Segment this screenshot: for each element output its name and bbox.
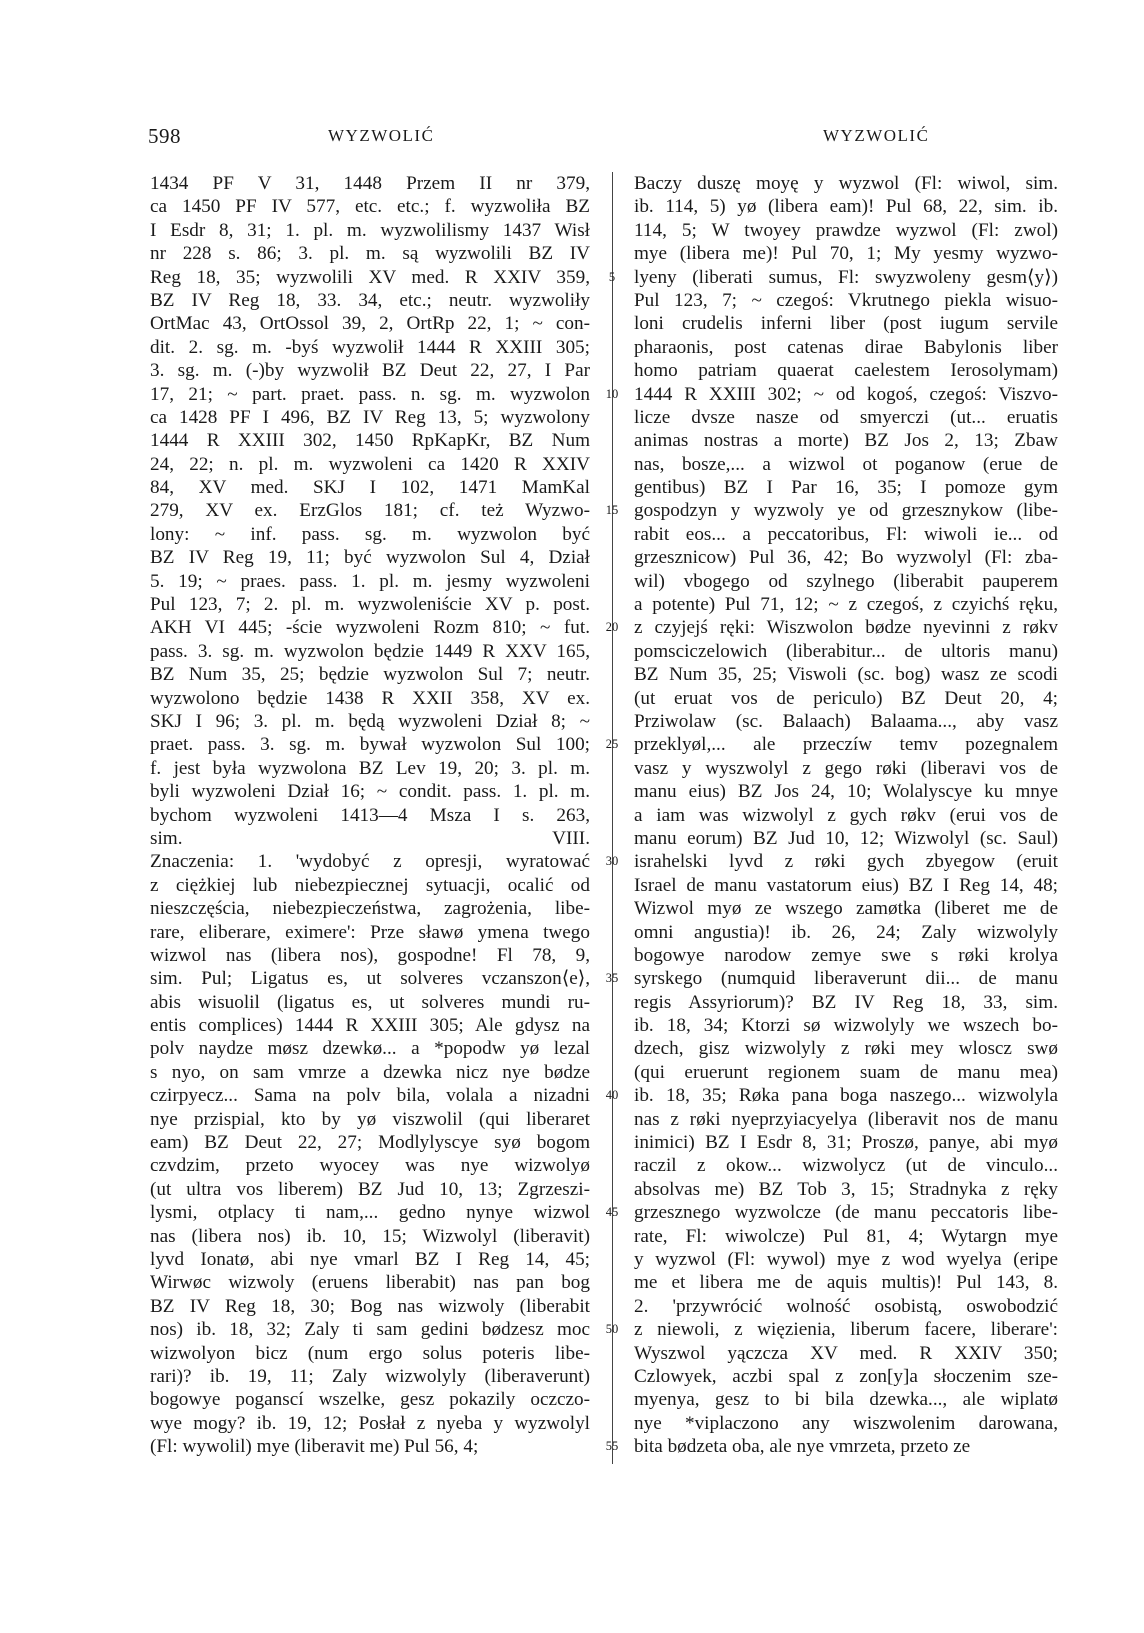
text-line: 17, 21; ~ part. praet. pass. n. sg. m. wyzwolon	[150, 383, 590, 405]
text-line: (Fl: wywolil) mye (liberavit me) Pul 56, 4;	[150, 1436, 479, 1458]
text-line: 3. sg. m. (-)by wyzwolił BZ Deut 22, 27, I Par	[150, 360, 590, 382]
text-line: czirpyecz... Sama na polv bila, volala a nizadni	[150, 1085, 590, 1107]
text-line: pomsciczelowich (liberabitur... de ultoris manu)	[634, 640, 1058, 662]
page-header	[0, 124, 1144, 154]
text-line: lysmi, otplacy ti nam,... gedno nynye wizwol	[150, 1202, 590, 1224]
line-number-gutter	[594, 172, 630, 1458]
text-line: omni angustia)! ib. 26, 24; Zaly wizwolyly	[634, 921, 1058, 943]
text-line: eam) BZ Deut 22, 27; Modlylyscye syø bogom	[150, 1132, 590, 1154]
text-line: wizwolyon bicz (num ergo solus poteris libe-	[150, 1342, 590, 1364]
line-number	[594, 172, 630, 195]
line-number	[594, 1037, 630, 1060]
line-number	[594, 1108, 630, 1131]
text-line: Prziwolaw (sc. Balaach) Balaama..., aby vasz	[634, 710, 1058, 732]
text-line: BZ Num 35, 25; będzie wyzwolon Sul 7; neutr.	[150, 664, 590, 686]
text-line: nye *viplaczono any wiszwolenim darowana,	[634, 1412, 1058, 1434]
line-number	[594, 336, 630, 359]
text-line: 1434 PF V 31, 1448 Przem II nr 379,	[150, 173, 590, 194]
line-number	[594, 710, 630, 733]
text-line: 5. 19; ~ praes. pass. 1. pl. m. jesmy wyzwoleni	[150, 570, 590, 592]
line-number: 45	[605, 1205, 619, 1220]
text-line: grzesznicow) Pul 36, 42; Bo wyzwolyl (Fl: zba-	[634, 547, 1058, 569]
line-number	[594, 1225, 630, 1248]
line-number: 30	[605, 854, 619, 869]
text-line: bita bødzeta oba, ale nye vmrzeta, przeto ze	[634, 1436, 971, 1458]
line-number	[594, 1014, 630, 1037]
text-line: a iam was wizwolyl z gych røkv (erui vos de	[634, 804, 1058, 826]
line-number	[594, 523, 630, 546]
left-column	[150, 172, 590, 1458]
line-number	[594, 570, 630, 593]
text-line: 114, 5; W twoyey prawdze wyzwol (Fl: zwol)	[634, 219, 1058, 241]
line-number: 50	[605, 1322, 619, 1337]
line-number	[594, 687, 630, 710]
text-line: nye przispial, kto by yø viszwolil (qui liberaret	[150, 1108, 590, 1130]
text-line: abis wisuolil (ligatus es, ut solveres mundi ru-	[150, 991, 590, 1013]
text-line: homo patriam quaerat caelestem Ierosolymam)	[634, 360, 1058, 382]
text-line: OrtMac 43, OrtOssol 39, 2, OrtRp 22, 1; ~ con-	[150, 313, 590, 335]
text-line: nieszczęścia, niebezpieczeństwa, zagrożenia, libe-	[150, 898, 590, 920]
text-line: 279, XV ex. ErzGlos 181; cf. też Wyzwo-	[150, 500, 590, 522]
text-line: SKJ I 96; 3. pl. m. będą wyzwoleni Dział 8; ~	[150, 710, 590, 732]
text-line: Pul 123, 7; 2. pl. m. wyzwoleniście XV p. post.	[150, 594, 590, 616]
text-line: gentibus) BZ I Par 16, 35; I pomoze gym	[634, 477, 1058, 499]
running-head-left: WYZWOLIĆ	[328, 126, 435, 145]
text-line: ca 1428 PF I 496, BZ IV Reg 13, 5; wyzwolony	[150, 406, 590, 428]
line-number	[594, 1412, 630, 1435]
text-line: lony: ~ inf. pass. sg. m. wyzwolon być	[150, 523, 590, 545]
text-line: rabit eos... a peccatoribus, Fl: wiwoli ie... od	[634, 523, 1058, 545]
text-line: myenya, gesz to bi bila dzewka..., ale wiplatø	[634, 1389, 1058, 1411]
text-line: raczil z okow... wizwolycz (ut de vinculo...	[634, 1155, 1058, 1177]
text-line: praet. pass. 3. sg. m. bywał wyzwolon Sul 100;	[150, 734, 590, 756]
text-line: Pul 123, 7; ~ czegoś: Vkrutnego piekla wisuo-	[634, 289, 1058, 311]
text-line: BZ Num 35, 25; Viswoli (sc. bog) wasz ze scodi	[634, 664, 1058, 686]
text-line: bogowye narodow zemye swe s røki krolya	[634, 944, 1058, 966]
text-line: mye (libera me)! Pul 70, 1; My yesmy wyzwo-	[634, 243, 1058, 265]
text-line: z ciężkiej lub niebezpiecznej sytuacji, ocalić od	[150, 874, 590, 896]
line-number: 15	[605, 503, 619, 518]
line-number: 35	[605, 971, 619, 986]
text-line: licze dvsze nasze od smyerczi (ut... eruatis	[634, 406, 1058, 428]
text-line: 24, 22; n. pl. m. wyzwoleni ca 1420 R XXIV	[150, 453, 590, 475]
line-number	[594, 1342, 630, 1365]
text-line: gospodzyn y wyzwoly ye od grzesznykow (libe-	[634, 500, 1058, 522]
text-line: vasz y wyszwolyl z gego røki (liberavi vos de	[634, 757, 1058, 779]
text-line: wizwol nas (libera nos), gospodne! Fl 78, 9,	[150, 944, 590, 966]
line-number	[594, 219, 630, 242]
text-line: 1444 R XXIII 302; ~ od kogoś, czegoś: Viszvo-	[634, 383, 1058, 405]
right-column	[634, 172, 1058, 1458]
line-number: 20	[605, 620, 619, 635]
text-line: Wirwøc wizwoly (eruens liberabit) nas pan bog	[150, 1272, 590, 1294]
line-number	[594, 780, 630, 803]
text-line: regis Assyriorum)? BZ IV Reg 18, 33, sim.	[634, 991, 1058, 1013]
line-number	[594, 359, 630, 382]
text-line: nas, bosze,... a wizwol ot poganow (erue de	[634, 453, 1058, 475]
text-line: pass. 3. sg. m. wyzwolon będzie 1449 R XXV 165,	[150, 640, 590, 662]
text-line: BZ IV Reg 18, 33. 34, etc.; neutr. wyzwoliły	[150, 289, 590, 311]
line-number	[594, 1388, 630, 1411]
line-number	[594, 1248, 630, 1271]
line-number	[594, 289, 630, 312]
line-number: 5	[608, 269, 616, 284]
text-line: rare, eliberare, eximere': Prze sławø ymena twego	[150, 921, 590, 943]
running-head-right: WYZWOLIĆ	[823, 126, 930, 145]
line-number	[594, 1131, 630, 1154]
text-line: dzech, gisz wizwolyly z røki mey wloscz swø	[634, 1038, 1058, 1060]
text-line: manu eorum) BZ Jud 10, 12; Wizwolyl (sc. Saul)	[634, 827, 1058, 849]
text-line: syrskego (numquid liberaverunt dii... de manu	[634, 968, 1058, 990]
line-number	[594, 406, 630, 429]
line-number	[594, 640, 630, 663]
line-number	[594, 1295, 630, 1318]
text-line: a potente) Pul 71, 12; ~ z czegoś, z czyichś ręku,	[634, 594, 1058, 616]
text-line: manu eius) BZ Jos 24, 10; Wolalyscye ku mnye	[634, 781, 1058, 803]
text-line: grzesznego wyzwolcze (de manu peccatoris libe-	[634, 1202, 1058, 1224]
line-number: 55	[605, 1439, 619, 1454]
text-line: f. jest była wyzwolona BZ Lev 19, 20; 3. pl. m.	[150, 757, 590, 779]
text-line: BZ IV Reg 19, 11; być wyzwolon Sul 4, Dział	[150, 547, 590, 569]
text-line: pharaonis, post catenas dirae Babylonis liber	[634, 336, 1058, 358]
text-line: ca 1450 PF IV 577, etc. etc.; f. wyzwoliła BZ	[150, 196, 590, 218]
text-line: nas (libera nos) ib. 10, 15; Wizwolyl (liberavit)	[150, 1225, 590, 1247]
text-line: bogowye poganscí wszelke, gesz pokazily oczczo-	[150, 1389, 590, 1411]
text-line: Reg 18, 35; wyzwolili XV med. R XXIV 359,	[150, 266, 590, 288]
text-line: israhelski lyvd z røki gych zbyegow (eruit	[634, 851, 1058, 873]
text-line: BZ IV Reg 18, 30; Bog nas wizwoly (liberabit	[150, 1295, 590, 1317]
line-number	[594, 991, 630, 1014]
text-line: (qui eruerunt regionem suam de manu mea)	[634, 1061, 1058, 1083]
text-line: nas z røki nyeprzyiacyelya (liberavit nos de manu	[634, 1108, 1058, 1130]
text-line: nos) ib. 18, 32; Zaly ti sam gedini bødzesz moc	[150, 1319, 590, 1341]
text-line: wye mogy? ib. 19, 12; Posłał z nyeba y wyzwolyl	[150, 1412, 590, 1434]
line-number	[594, 757, 630, 780]
text-line: bychom wyzwoleni 1413—4 Msza I s. 263,	[150, 804, 590, 826]
text-line: ib. 114, 5) yø (libera eam)! Pul 68, 22, sim. ib.	[634, 196, 1058, 218]
line-number: 10	[605, 386, 619, 401]
text-line: animas nostras a morte) BZ Jos 2, 13; Zbaw	[634, 430, 1058, 452]
text-line: Israel de manu vastatorum eius) BZ I Reg 14, 48;	[634, 874, 1058, 896]
line-number	[594, 546, 630, 569]
page-number: 598	[148, 124, 181, 148]
line-number	[594, 1365, 630, 1388]
text-line: rari)? ib. 19, 11; Zaly wizwolyly (liberaverunt)	[150, 1365, 590, 1387]
text-line: z niewoli, z więzienia, liberum facere, liberare':	[634, 1319, 1058, 1341]
text-line: (ut ultra vos liberem) BZ Jud 10, 13; Zgrzeszi-	[150, 1178, 590, 1200]
line-number	[594, 1178, 630, 1201]
text-line: wyzwolono będzie 1438 R XXII 358, XV ex.	[150, 687, 590, 709]
line-number	[594, 827, 630, 850]
text-line: byli wyzwoleni Dział 16; ~ condit. pass. 1. pl. m.	[150, 781, 590, 803]
text-line: przeklyøl,... ale przeczíw temv pozegnalem	[634, 734, 1058, 756]
line-number	[594, 1154, 630, 1177]
text-line: Czlowyek, aczbi spal z zon[y]a słoczenim sze-	[634, 1365, 1058, 1387]
text-line: ib. 18, 35; Røka pana boga naszego... wizwolyla	[634, 1085, 1058, 1107]
text-line: sim. Pul; Ligatus es, ut solveres vczanszon⟨e⟩,	[150, 968, 590, 990]
line-number	[594, 195, 630, 218]
line-number	[594, 874, 630, 897]
line-number	[594, 1271, 630, 1294]
line-number	[594, 804, 630, 827]
text-line: 1444 R XXIII 302, 1450 RpKapKr, BZ Num	[150, 430, 590, 452]
text-line: czvdzim, przeto wyocey was nye wizwolyø	[150, 1155, 590, 1177]
text-line: lyvd Ionatø, abi nye vmarl BZ I Reg 14, 45;	[150, 1248, 590, 1270]
text-line: loni crudelis inferni liber (post iugum servile	[634, 313, 1058, 335]
text-line: Znaczenia: 1. 'wydobyć z opresji, wyratować	[150, 851, 590, 873]
text-line: absolvas me) BZ Tob 3, 15; Stradnyka z ręky	[634, 1178, 1058, 1200]
text-line: Wizwol myø ze wszego zamøtka (liberet me de	[634, 898, 1058, 920]
text-line: dit. 2. sg. m. -byś wyzwolił 1444 R XXIII 305;	[150, 336, 590, 358]
text-line: me et libera me de aquis multis)! Pul 143, 8.	[634, 1272, 1058, 1294]
line-number	[594, 476, 630, 499]
text-line: 84, XV med. SKJ I 102, 1471 MamKal	[150, 477, 590, 499]
text-line: 2. 'przywrócić wolność osobistą, oswobodzić	[634, 1295, 1058, 1317]
text-line: Wyszwol yączcza XV med. R XXIV 350;	[634, 1342, 1058, 1364]
line-number	[594, 897, 630, 920]
text-line: inimici) BZ I Esdr 8, 31; Proszø, panye, abi myø	[634, 1132, 1058, 1154]
line-number	[594, 944, 630, 967]
line-number	[594, 312, 630, 335]
text-line: s nyo, on sam vmrze a dzewka nicz nye bødze	[150, 1061, 590, 1083]
line-number	[594, 1061, 630, 1084]
line-number	[594, 663, 630, 686]
line-number	[594, 429, 630, 452]
text-line: rate, Fl: wiwolcze) Pul 81, 4; Wytargn mye	[634, 1225, 1058, 1247]
text-line: I Esdr 8, 31; 1. pl. m. wyzwolilismy 1437 Wisł	[150, 219, 590, 241]
text-line: AKH VI 445; -ście wyzwoleni Rozm 810; ~ fut.	[150, 617, 590, 639]
text-line: nr 228 s. 86; 3. pl. m. są wyzwolili BZ IV	[150, 243, 590, 265]
line-number	[594, 453, 630, 476]
line-number	[594, 921, 630, 944]
text-line: lyeny (liberati sumus, Fl: swyzwoleny gesm⟨y⟩)	[634, 266, 1058, 288]
text-line: polv naydze møsz dzewkø... a *popodw yø lezal	[150, 1038, 590, 1060]
text-line: z czyjejś ręki: Wiszwolon bødze nyevinni z røkv	[634, 617, 1058, 639]
line-number	[594, 242, 630, 265]
text-line: Baczy duszę moyę y wyzwol (Fl: wiwol, sim.	[634, 173, 1058, 194]
text-line: (ut eruat vos de periculo) BZ Deut 20, 4;	[634, 687, 1058, 709]
text-line: y wyzwol (Fl: wywol) mye z wod wyelya (eripe	[634, 1248, 1058, 1270]
line-number: 25	[605, 737, 619, 752]
line-number: 40	[605, 1088, 619, 1103]
text-line: ib. 18, 34; Ktorzi sø wizwolyly we wszech bo-	[634, 1015, 1058, 1037]
line-number	[594, 593, 630, 616]
text-line: entis complices) 1444 R XXIII 305; Ale gdysz na	[150, 1015, 590, 1037]
text-line: sim. VIII.	[150, 827, 590, 849]
text-line: wil) vbogego od szylnego (liberabit pauperem	[634, 570, 1058, 592]
